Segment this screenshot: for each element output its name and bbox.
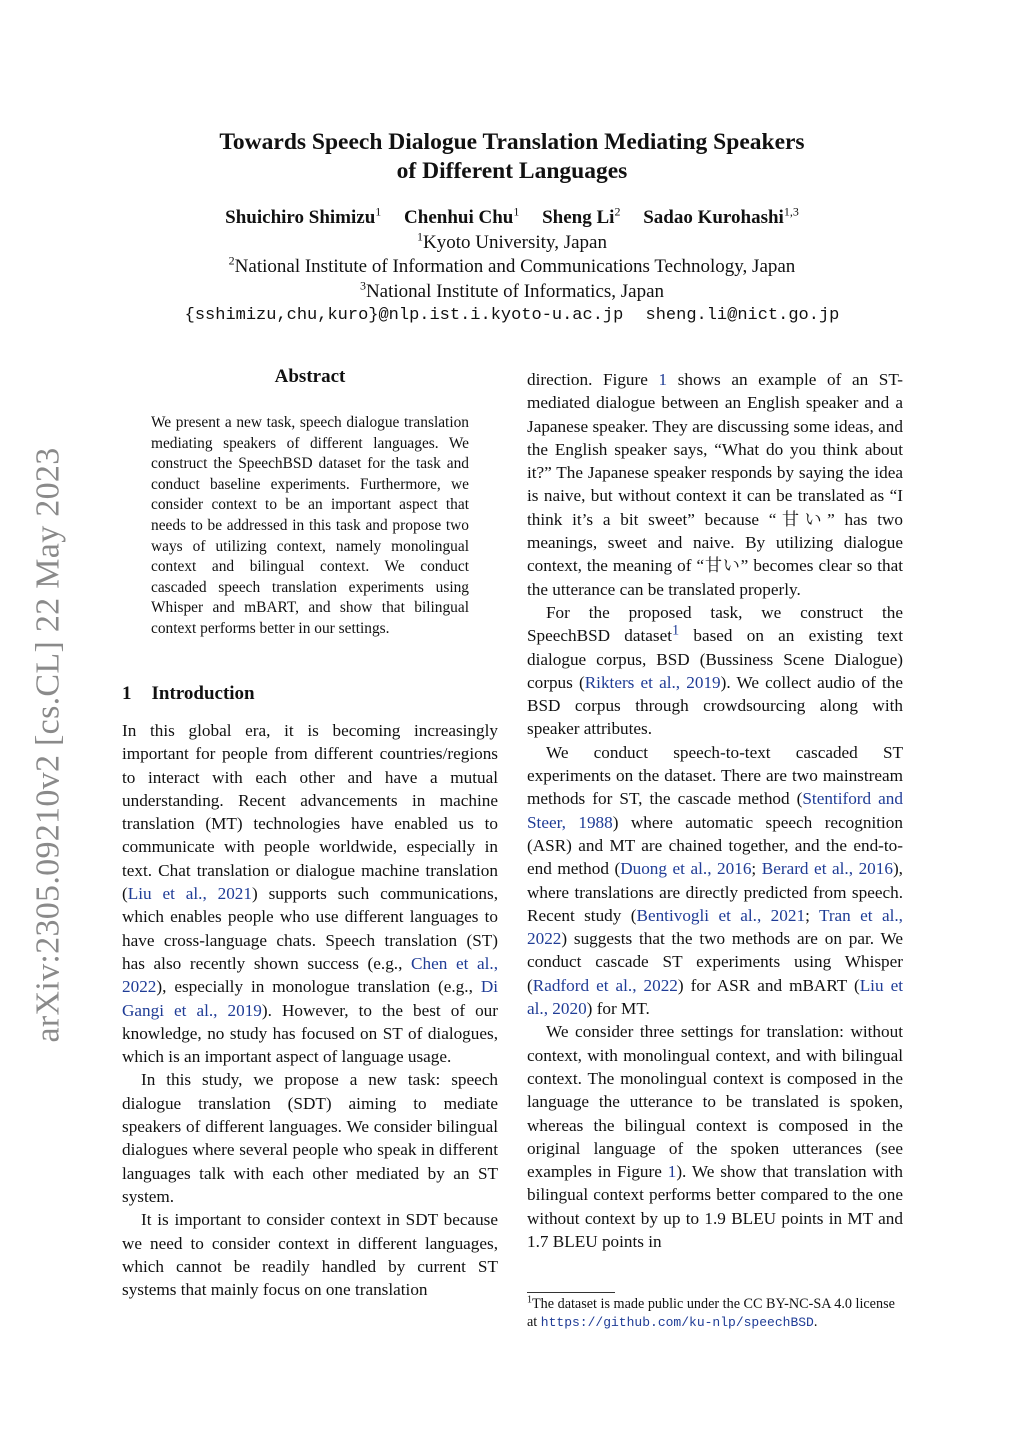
paragraph: In this global era, it is becoming increasingly important for people from different countries/regions to interact with each other and have a mutual understanding. Recent advancements in machine translation (MT) technologies have enabled us to communicate with people worldwide, especially in text. Chat translation or dialogue machine translation (Liu et al., 2021) supports such communications, which enables people who use different languages to have cross-language chats. Speech translation (ST) has also recently shown success (e.g., Chen et al., 2022), especially in monologue translation (e.g., Di Gangi et al., 2019). However, to the best of our knowledge, no study has focused on ST of dialogues, which is an important aspect of language usage.: [122, 721, 499, 1067]
affiliation: $^1$Kyoto University, Japan: [417, 229, 607, 253]
paragraph: It is important to consider context in SDT because we need to consider context in different languages, which cannot be readily handled by current ST systems that mainly focus on one translation: [122, 1210, 498, 1300]
author: Chenhui Chu$^1$: [404, 204, 520, 228]
author: Sheng Li$^2$: [542, 204, 621, 228]
citation-link[interactable]: Duong et al., 2016: [620, 859, 752, 879]
author: Sadao Kurohashi$^{1,3}$: [643, 204, 799, 228]
section-heading-introduction: [122, 683, 255, 705]
footnote-rule: [527, 1292, 615, 1293]
abstract-text: We present a new task, speech dialogue translation mediating speakers of different languages. We construct the SpeechBSD dataset for the task and conduct baseline experiments. Furthermore, we consider context to be an important aspect that needs to be addressed in this task and propose two ways of utilizing context, namely monolingual context and bilingual context. We conduct cascaded speech translation experiments using Whisper and mBART, and show that bilingual context performs better in our settings.: [151, 414, 469, 637]
arxiv-identifier: arXiv:2305.09210v2 [cs.CL] 22 May 2023: [29, 447, 66, 1043]
paragraph: For the proposed task, we construct the SpeechBSD dataset$^1$ based on an existing text dialogue corpus, BSD (Bussiness Scene Dialogue) corpus (Rikters et al., 2019). We collect audio of the BSD corpus through crowdsourcing along with speaker attributes.: [527, 602, 903, 739]
email: sheng.li@nict.go.jp: [645, 306, 840, 326]
citation-link[interactable]: Stentiford and Steer, 1988: [527, 789, 903, 832]
footnote-link[interactable]: 1: [672, 622, 680, 639]
abstract-heading: Abstract: [274, 366, 346, 387]
dataset-url-link[interactable]: https://github.com/ku-nlp/speechBSD: [540, 1315, 814, 1330]
author-emails: [0, 304, 1024, 329]
paragraph: We conduct speech-to-text cascaded ST experiments on the dataset. There are two mainstream methods for ST, the cascade method (Stentiford and Steer, 1988) where automatic speech recognition (ASR) and MT are chained together, and the end-to-end method (Duong et al., 2016; Berard et al., 2016), where translations are directly predicted from speech. Recent study (Bentivogli et al., 2021; Tran et al., 2022) suggests that the two methods are on par. We conduct cascade ST experiments using Whisper (Radford et al., 2022) for ASR and mBART (Liu et al., 2020) for MT.: [527, 742, 903, 1019]
right-column-body: [527, 368, 903, 1253]
author: Shuichiro Shimizu$^1$: [225, 204, 382, 228]
affiliation: $^3$National Institute of Informatics, Japan: [359, 278, 665, 302]
paragraph: We consider three settings for translation: without context, with monolingual context, and with bilingual context. The monolingual context is composed in the language the utterance to be translated is spoken, whereas the bilingual context is composed in the original language of the spoken utterances (see examples in Figure 1). We show that translation with bilingual context performs better compared to the one without context by up to 1.9 BLEU points in MT and 1.7 BLEU points in: [527, 1022, 903, 1251]
figure-link[interactable]: 1: [667, 1162, 677, 1182]
citation-link[interactable]: Bentivogli et al., 2021: [636, 905, 806, 925]
citation-link[interactable]: Rikters et al., 2019: [584, 672, 721, 692]
email: {sshimizu,chu,kuro}@nlp.ist.i.kyoto-u.ac.jp: [184, 306, 624, 326]
left-column-body: [122, 719, 498, 1301]
citation-link[interactable]: Berard et al., 2016: [761, 859, 893, 879]
paragraph: In this study, we propose a new task: speech dialogue translation (SDT) aiming to mediate speakers of different languages. We consider bilingual dialogues where several people who speak in different languages talk with each other mediated by an ST system.: [122, 1070, 498, 1206]
author-block: [0, 206, 1024, 329]
paragraph: direction. Figure 1 shows an example of an ST-mediated dialogue between an English speaker and a Japanese speaker. They are discussing some ideas, and the English speaker says, “What do you think about it?” The Japanese speaker responds by saying the idea is naive, but without context it can be translated as “I think it’s a bit sweet” because “甘い” has two meanings, sweet and naive. By utilizing dialogue context, the meaning of “甘い” becomes clear so that the utterance can be translated properly.: [527, 370, 903, 599]
citation-link[interactable]: Liu et al., 2020: [527, 975, 903, 1019]
citation-link[interactable]: Tran et al., 2022: [527, 905, 903, 949]
title-line-2: of Different Languages: [396, 158, 628, 184]
citation-link[interactable]: Radford et al., 2022: [532, 975, 678, 995]
footnote: $^1$The dataset is made public under the CC BY-NC-SA 4.0 license at https://github.com/ku-nlp/speechBSD.: [527, 1294, 895, 1330]
arxiv-sidebar: [22, 440, 74, 1050]
footnote-mark: 1: [527, 1294, 532, 1306]
title-line-1: Towards Speech Dialogue Translation Mediating Speakers: [219, 129, 805, 155]
citation-link[interactable]: Liu et al., 2021: [127, 884, 252, 904]
section-number: 1: [122, 683, 132, 704]
author-names: [0, 206, 1024, 231]
figure-link[interactable]: 1: [658, 370, 668, 389]
section-title: Introduction: [151, 683, 255, 704]
citation-link[interactable]: Chen et al., 2022: [122, 953, 498, 997]
paper-title: [0, 128, 1024, 186]
affiliation: $^2$National Institute of Information and Communications Technology, Japan: [228, 253, 796, 278]
citation-link[interactable]: Di Gangi et al., 2019: [122, 977, 498, 1020]
